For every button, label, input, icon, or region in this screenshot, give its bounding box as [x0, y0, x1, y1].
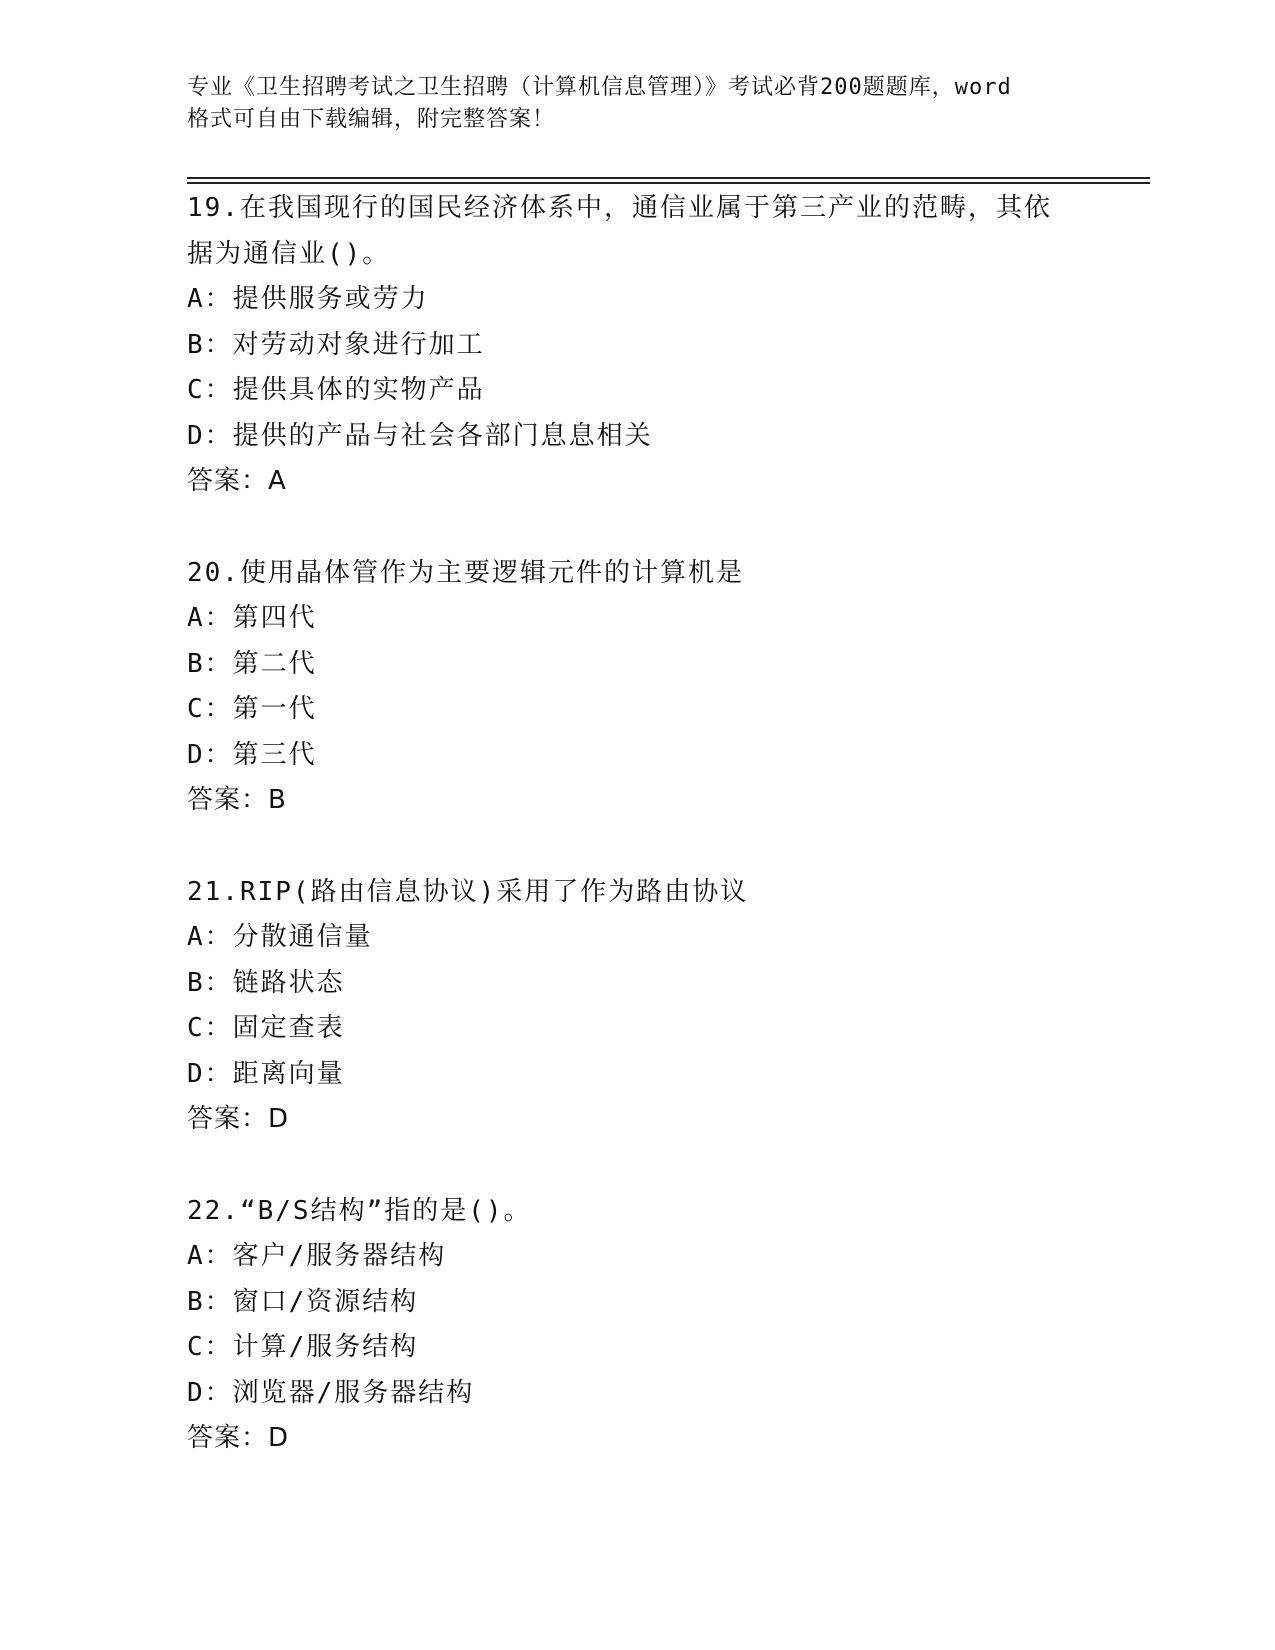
question-21	[187, 870, 1087, 1143]
option-b: B：对劳动对象进行加工	[187, 329, 485, 360]
option-c: C：提供具体的实物产品	[187, 375, 485, 405]
question-stem-line: 据为通信业()。	[187, 238, 391, 269]
header-divider-top	[187, 177, 1150, 179]
answer-label: 答案：	[187, 785, 269, 815]
option-c: C：固定查表	[187, 1013, 345, 1043]
header-line-2: 格式可自由下载编辑，附完整答案！	[187, 107, 556, 132]
option-d: D：距离向量	[187, 1058, 345, 1089]
option-c: C：第一代	[187, 694, 317, 724]
option-b: B：链路状态	[187, 967, 345, 998]
question-20	[187, 551, 1087, 824]
option-a: A：客户/服务器结构	[187, 1241, 447, 1271]
option-b: B：窗口/资源结构	[187, 1286, 419, 1317]
document-header	[187, 72, 1087, 136]
answer-line	[187, 1097, 1087, 1143]
answer-label: 答案：	[187, 1423, 269, 1453]
option-a: A：第四代	[187, 603, 317, 633]
question-stem-line: 19.在我国现行的国民经济体系中，通信业属于第三产业的范畴，其依	[187, 193, 1052, 223]
question-22	[187, 1189, 1087, 1462]
answer-line	[187, 459, 1087, 505]
answer-value: B	[268, 785, 288, 815]
question-list	[187, 186, 1087, 1462]
question-stem-line: 21.RIP(路由信息协议)采用了作为路由协议	[187, 876, 749, 907]
answer-label: 答案：	[187, 466, 269, 496]
answer-value: A	[268, 466, 288, 496]
header-line-1: 专业《卫生招聘考试之卫生招聘（计算机信息管理）》考试必背200题题库，word	[187, 75, 1012, 100]
answer-line	[187, 778, 1087, 824]
option-b: B：第二代	[187, 648, 317, 679]
answer-value: D	[268, 1104, 291, 1134]
question-stem-line: 22.“B/S结构”指的是()。	[187, 1195, 532, 1226]
option-d: D：提供的产品与社会各部门息息相关	[187, 420, 653, 451]
option-d: D：第三代	[187, 739, 317, 770]
header-divider-bottom	[187, 182, 1150, 184]
option-d: D：浏览器/服务器结构	[187, 1377, 475, 1408]
answer-label: 答案：	[187, 1104, 269, 1134]
answer-value: D	[268, 1423, 291, 1453]
question-19	[187, 186, 1087, 505]
answer-line	[187, 1416, 1087, 1462]
option-c: C：计算/服务结构	[187, 1332, 419, 1362]
question-stem-line: 20.使用晶体管作为主要逻辑元件的计算机是	[187, 557, 744, 588]
option-a: A：提供服务或劳力	[187, 284, 429, 314]
option-a: A：分散通信量	[187, 922, 373, 952]
